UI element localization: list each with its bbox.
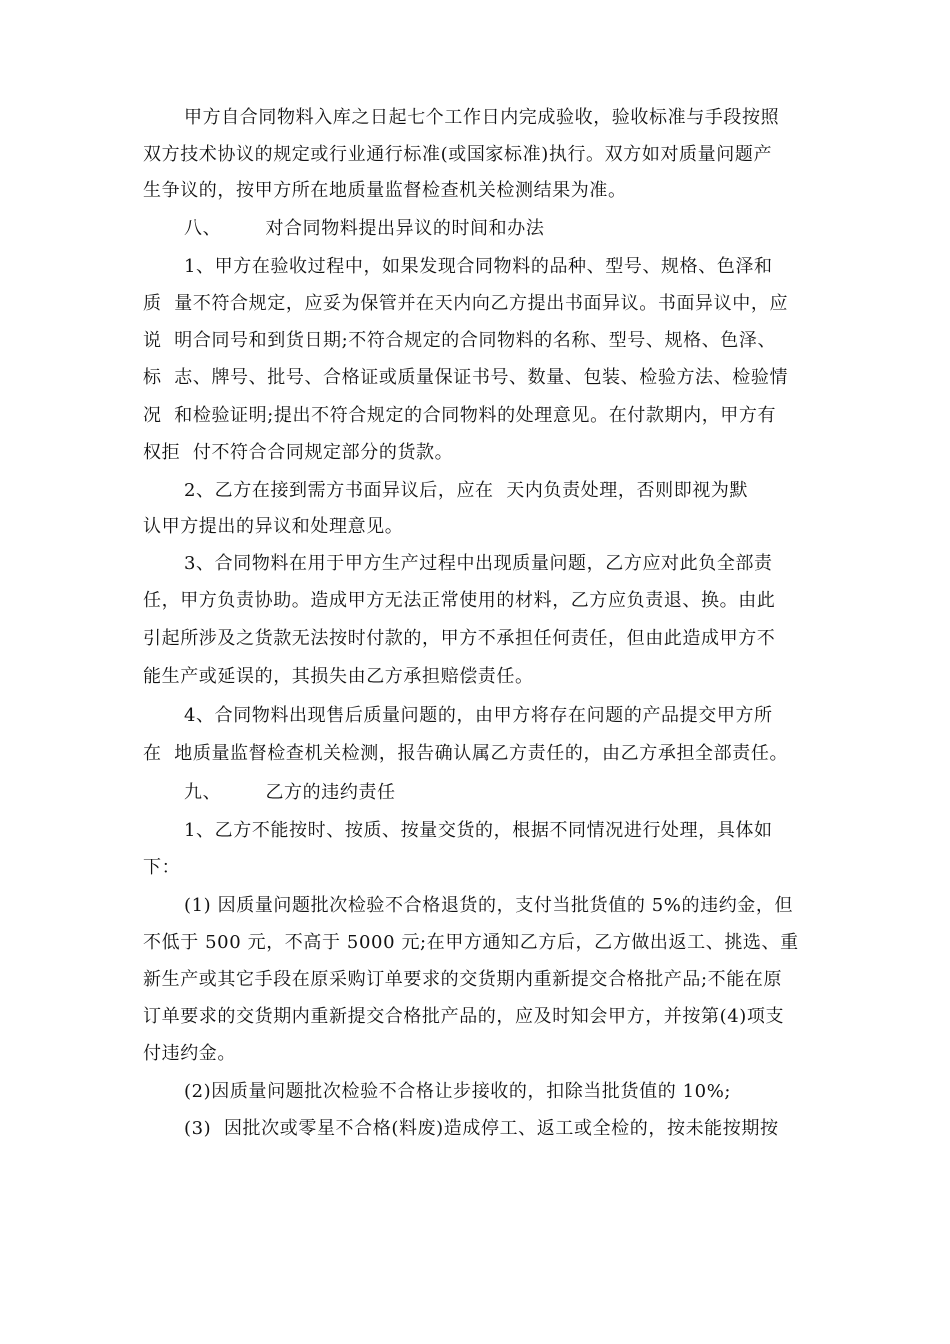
text-line: 付违约金。	[143, 1043, 236, 1064]
text-line: 说 明合同号和到货日期;不符合规定的合同物料的名称、型号、规格、色泽、	[143, 330, 777, 351]
text-line: 引起所涉及之货款无法按时付款的，甲方不承担任何责任，但由此造成甲方不	[143, 628, 776, 649]
section-heading: 九、 乙方的违约责任	[184, 782, 396, 803]
section-heading: 八、 对合同物料提出异议的时间和办法	[184, 218, 545, 239]
text-line: 况 和检验证明;提出不符合规定的合同物料的处理意见。在付款期内，甲方有	[143, 405, 777, 426]
text-line: 能生产或延误的，其损失由乙方承担赔偿责任。	[143, 666, 534, 687]
text-line: 新生产或其它手段在原采购订单要求的交货期内重新提交合格批产品;不能在原	[143, 969, 783, 990]
text-line: 3、合同物料在用于甲方生产过程中出现质量问题，乙方应对此负全部责	[184, 553, 773, 574]
text-line: (1) 因质量问题批次检验不合格退货的，支付当批货值的 5%的违约金，但	[184, 895, 794, 916]
text-line: 甲方自合同物料入库之日起七个工作日内完成验收，验收标准与手段按照	[184, 107, 780, 128]
text-line: 权拒 付不符合合同规定部分的货款。	[143, 442, 454, 463]
text-line: 认甲方提出的异议和处理意见。	[143, 516, 404, 537]
text-line: 标 志、牌号、批号、合格证或质量保证书号、数量、包装、检验方法、检验情	[143, 367, 789, 388]
text-line: 在 地质量监督检查机关检测，报告确认属乙方责任的，由乙方承担全部责任。	[143, 743, 789, 764]
text-line: 质 量不符合规定，应妥为保管并在天内向乙方提出书面异议。书面异议中，应	[143, 293, 789, 314]
text-line: (3) 因批次或零星不合格(料废)造成停工、返工或全检的，按未能按期按	[184, 1118, 779, 1139]
text-line: 2、乙方在接到需方书面异议后，应在 天内负责处理，否则即视为默	[184, 480, 749, 501]
text-line: 1、甲方在验收过程中，如果发现合同物料的品种、型号、规格、色泽和	[184, 256, 773, 277]
text-line: (2)因质量问题批次检验不合格让步接收的，扣除当批货值的 10%;	[184, 1081, 732, 1102]
text-line: 不低于 500 元，不高于 5000 元;在甲方通知乙方后，乙方做出返工、挑选、重	[143, 932, 799, 953]
text-line: 4、合同物料出现售后质量问题的，由甲方将存在问题的产品提交甲方所	[184, 705, 773, 726]
text-line: 生争议的，按甲方所在地质量监督检查机关检测结果为准。	[143, 180, 627, 201]
text-line: 1、乙方不能按时、按质、按量交货的，根据不同情况进行处理，具体如	[184, 820, 773, 841]
text-line: 下：	[143, 857, 181, 878]
text-line: 任，甲方负责协助。造成甲方无法正常使用的材料，乙方应负责退、换。由此	[143, 590, 776, 611]
text-line: 订单要求的交货期内重新提交合格批产品的，应及时知会甲方，并按第(4)项支	[143, 1006, 785, 1027]
text-line: 双方技术协议的规定或行业通行标准(或国家标准)执行。双方如对质量问题产	[143, 144, 773, 165]
